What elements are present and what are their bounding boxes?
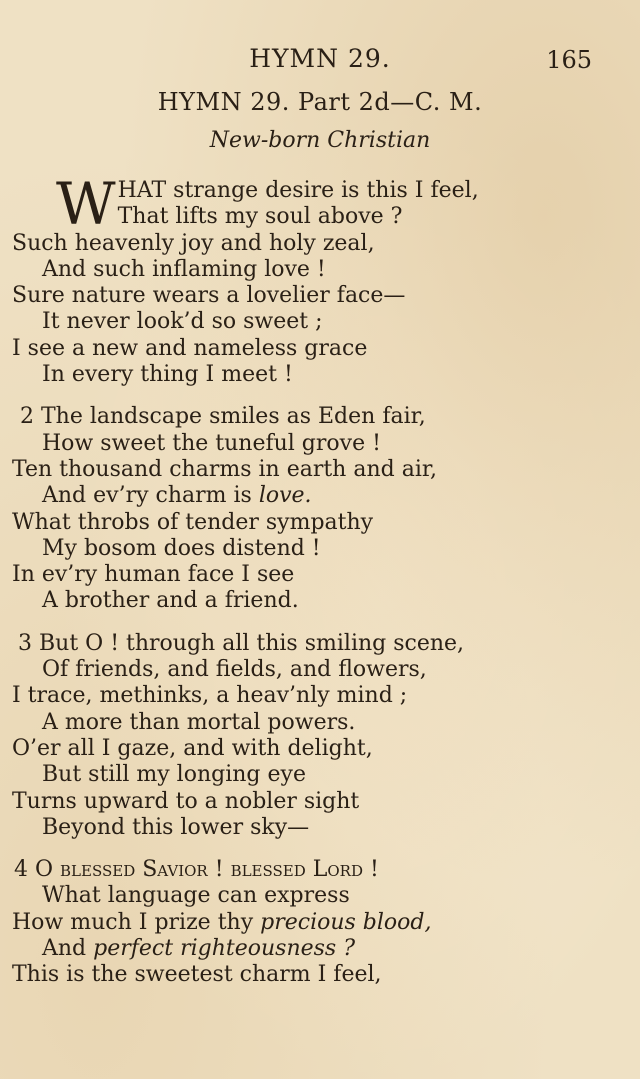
verse-line: Sure nature wears a lovelier face— bbox=[12, 283, 406, 309]
verse-line: Of friends, and fields, and flowers, bbox=[42, 657, 427, 683]
verse-line: It never look’d so sweet ; bbox=[42, 309, 323, 335]
verse-line: In every thing I meet ! bbox=[42, 362, 293, 388]
stanza-4 bbox=[12, 857, 616, 988]
verse-line: That lifts my soul above ? bbox=[117, 204, 403, 230]
verse-text: ! bbox=[207, 857, 231, 883]
small-caps-text: blessed Lord bbox=[230, 857, 363, 883]
running-head: HYMN 29. bbox=[249, 44, 391, 73]
verse-line: How sweet the tuneful grove ! bbox=[42, 430, 381, 456]
emphasis-text: love. bbox=[258, 483, 312, 509]
stanza-2 bbox=[12, 404, 616, 614]
small-caps-text: blessed Savior bbox=[60, 857, 208, 883]
verse-line: I trace, methinks, a heav’nly mind ; bbox=[12, 683, 408, 709]
verse-line: My bosom does distend ! bbox=[42, 535, 321, 561]
page-number: 165 bbox=[546, 46, 592, 74]
verse-line: And such inflaming love ! bbox=[42, 256, 326, 282]
verse-line: 2 The landscape smiles as Eden fair, bbox=[20, 404, 426, 430]
verse-text: And ev’ry charm is bbox=[42, 483, 259, 509]
verse-line: Ten thousand charms in earth and air, bbox=[12, 456, 437, 482]
verse-line: But still my longing eye bbox=[42, 762, 306, 788]
verse-text: How much I prize thy bbox=[12, 909, 261, 935]
verse-line: This is the sweetest charm I feel, bbox=[12, 962, 382, 988]
verse-line: Beyond this lower sky— bbox=[42, 814, 310, 840]
drop-cap: W bbox=[56, 170, 116, 238]
verse-line: What language can express bbox=[42, 883, 350, 909]
verse-line bbox=[12, 483, 616, 509]
verse-line: Turns upward to a nobler sight bbox=[12, 788, 360, 814]
verse-line: Such heavenly joy and holy zeal, bbox=[12, 230, 375, 256]
stanza-1 bbox=[12, 170, 616, 388]
stanza-3 bbox=[12, 631, 616, 841]
verse-line bbox=[12, 910, 616, 936]
emphasis-text: precious blood, bbox=[260, 909, 432, 935]
emphasis-text: perfect righteousness ? bbox=[93, 936, 356, 962]
verse-line: O’er all I gaze, and with delight, bbox=[12, 735, 373, 761]
verse-line: HAT strange desire is this I feel, bbox=[117, 178, 479, 203]
verse-line: In ev’ry human face I see bbox=[12, 562, 295, 588]
hymn-verses bbox=[12, 170, 616, 1003]
hymn-subtitle: New-born Christian bbox=[209, 128, 431, 153]
verse-text: And bbox=[42, 936, 94, 962]
hymn-title: HYMN 29. Part 2d—C. M. bbox=[157, 88, 483, 116]
verse-line: A brother and a friend. bbox=[42, 588, 299, 614]
verse-line: 3 But O ! through all this smiling scene, bbox=[18, 630, 465, 656]
verse-line bbox=[12, 936, 616, 962]
verse-line: I see a new and nameless grace bbox=[12, 335, 368, 361]
verse-text: 4 O bbox=[14, 857, 61, 883]
verse-line bbox=[12, 857, 616, 883]
verse-text: ! bbox=[362, 857, 379, 883]
verse-line: A more than mortal powers. bbox=[42, 709, 356, 735]
verse-line: What throbs of tender sympathy bbox=[12, 509, 374, 535]
